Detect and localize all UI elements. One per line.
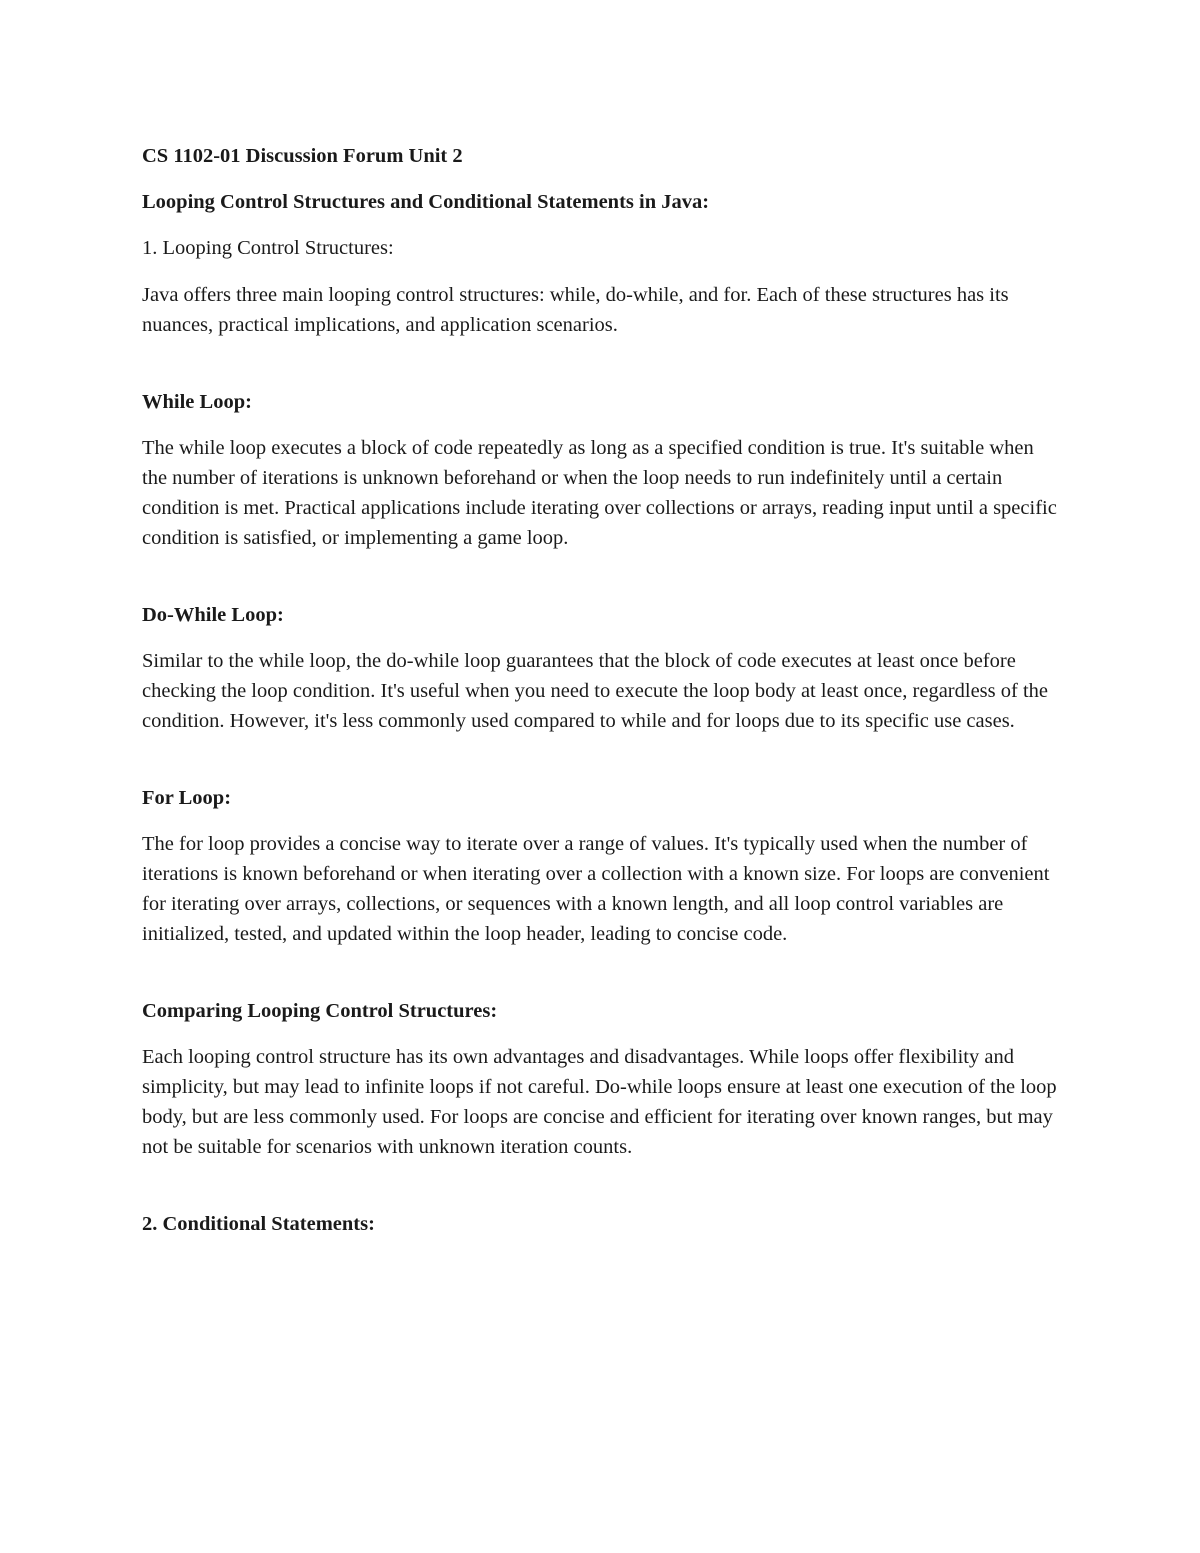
for-loop-body: The for loop provides a concise way to iterate over a range of values. It's typically used when the number of iterations is known beforehand or when iterating over a collection with a known size. For loops are convenient for iterating over arrays, collections, or sequences with a known length, and all loop control variables are initialized, tested, and updated within the loop header, leading to concise code. bbox=[142, 833, 1050, 945]
comparing-loops-heading: Comparing Looping Control Structures: bbox=[142, 1000, 498, 1022]
section-1-heading: 1. Looping Control Structures: bbox=[142, 237, 394, 259]
for-loop-heading: For Loop: bbox=[142, 787, 232, 809]
spacer bbox=[142, 553, 1062, 600]
document-subtitle: Looping Control Structures and Conditional Statements in Java: bbox=[142, 191, 710, 213]
document-content bbox=[142, 141, 1062, 1255]
spacer bbox=[142, 340, 1062, 387]
while-loop-heading: While Loop: bbox=[142, 391, 252, 413]
spacer bbox=[142, 1162, 1062, 1209]
do-while-loop-body: Similar to the while loop, the do-while loop guarantees that the block of code executes at least once before checking the loop condition. It's useful when you need to execute the loop body at least once, regardless of the condition. However, it's less commonly used compared to while and for loops due to its specific use cases. bbox=[142, 650, 1048, 732]
do-while-loop-heading: Do-While Loop: bbox=[142, 604, 284, 626]
comparing-loops-body: Each looping control structure has its own advantages and disadvantages. While loops offer flexibility and simplicity, but may lead to infinite loops if not careful. Do-while loops ensure at least one execution of the loop body, but are less commonly used. For loops are concise and efficient for iterating over known ranges, but may not be suitable for scenarios with unknown iteration counts. bbox=[142, 1046, 1057, 1158]
section-2-heading: 2. Conditional Statements: bbox=[142, 1213, 375, 1235]
spacer bbox=[142, 736, 1062, 783]
spacer bbox=[142, 949, 1062, 996]
document-title: CS 1102-01 Discussion Forum Unit 2 bbox=[142, 145, 463, 167]
while-loop-body: The while loop executes a block of code repeatedly as long as a specified condition is true. It's suitable when the number of iterations is unknown beforehand or when the loop needs to run indefinitely until a certain condition is met. Practical applications include iterating over collections or arrays, reading input until a specific condition is satisfied, or implementing a game loop. bbox=[142, 437, 1057, 549]
section-1-intro: Java offers three main looping control structures: while, do-while, and for. Each of these structures has its nuances, practical implications, and application scenarios. bbox=[142, 284, 1009, 336]
